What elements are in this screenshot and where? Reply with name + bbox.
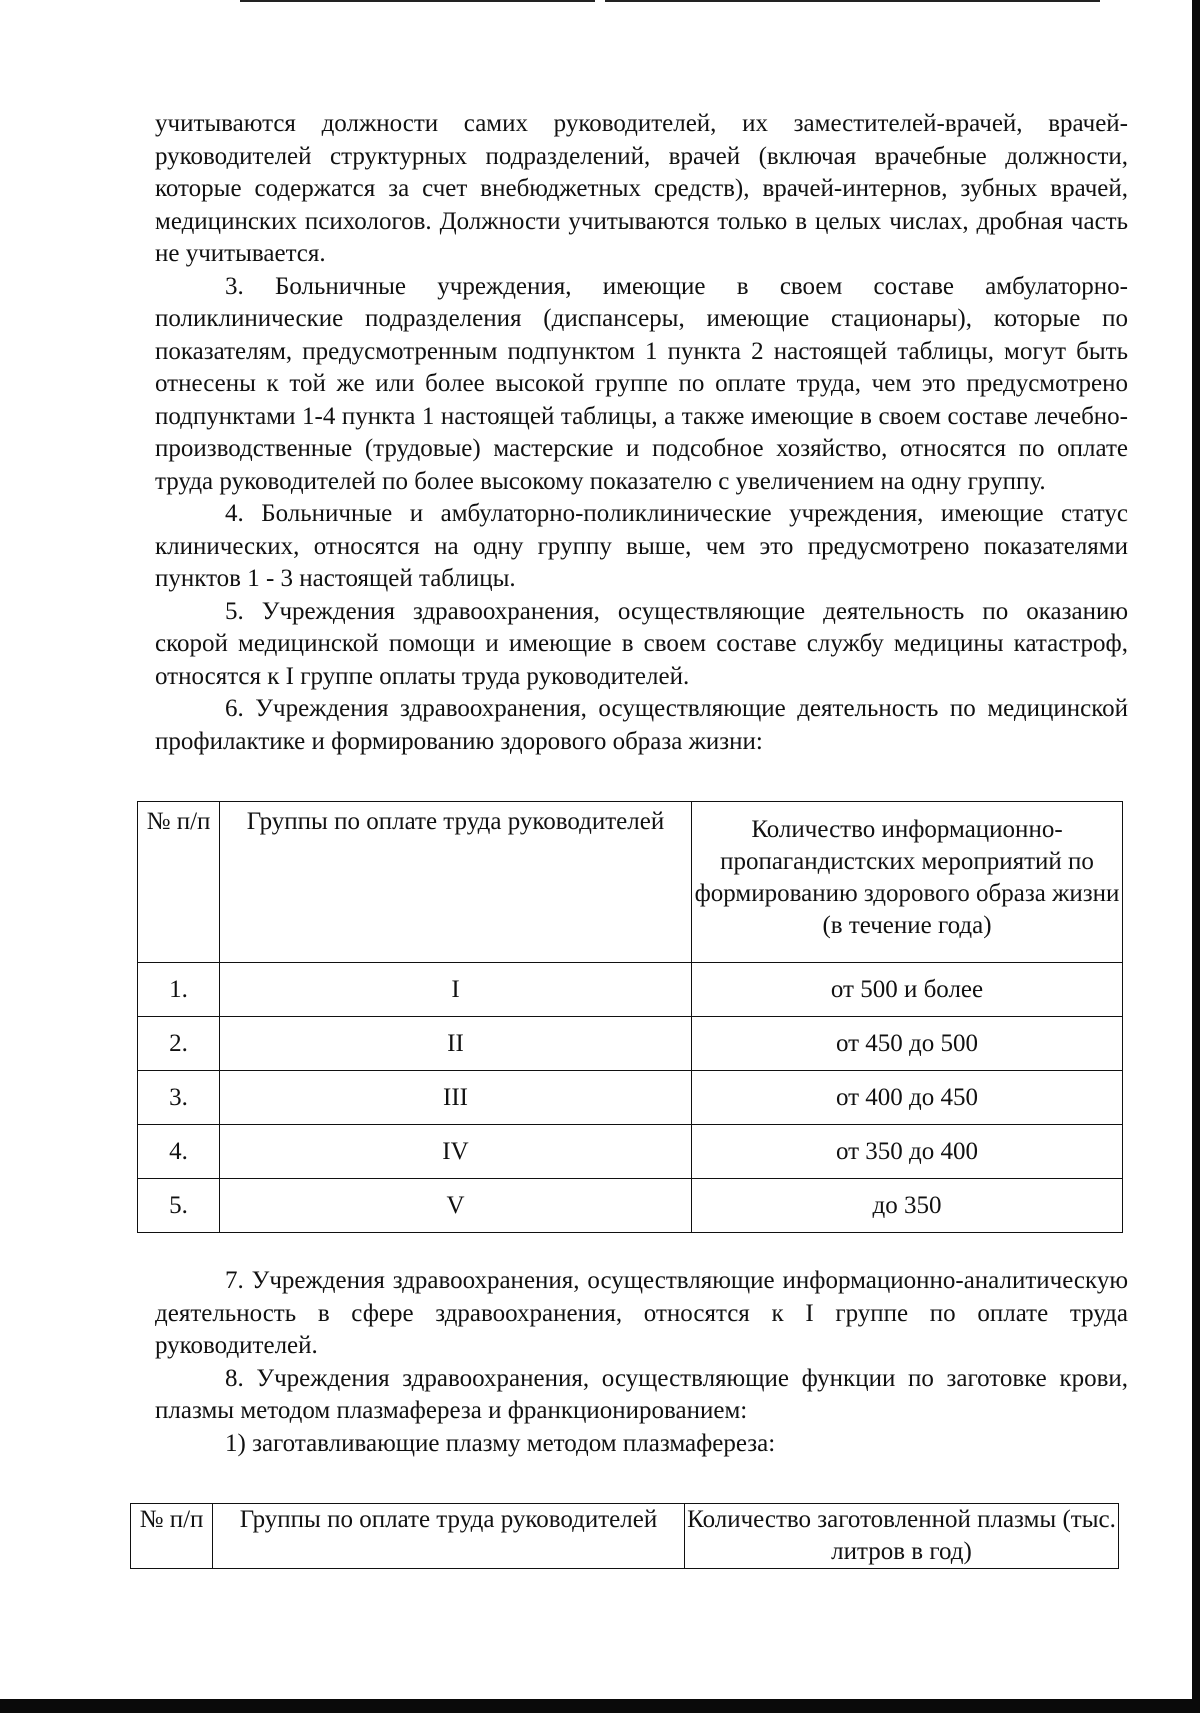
paragraph-7: 7. Учреждения здравоохранения, осуществляющие информационно-аналитическую деятельность в сфере здравоохранения, относятся к I группе по оплате труда руководителей.: [155, 1267, 1128, 1359]
plasma-table: [130, 1503, 1119, 1569]
row-group: III: [220, 1071, 692, 1125]
row-group: IV: [220, 1125, 692, 1179]
paragraph-3: 3. Больничные учреждения, имеющие в своем составе амбулаторно-поликлинические подразделения (диспансеры, имеющие стационары), которые по показателям, предусмотренным подпунктом 1 пункта 2 настоящей таблицы, могут быть отнесены к той же или более высокой группе по оплате труда, чем это предусмотрено подпунктами 1-4 пункта 1 настоящей таблицы, а также имеющие в своем составе лечебно-производственные (трудовые) мастерские и подсобное хозяйство, относятся по оплате труда руководителей по более высокому показателю с увеличением на одну группу.: [155, 272, 1128, 495]
row-value: от 350 до 400: [692, 1125, 1123, 1179]
scan-top-line: [240, 0, 595, 2]
row-number: 4.: [138, 1125, 220, 1179]
table-row: [138, 1125, 1123, 1179]
row-group: II: [220, 1017, 692, 1071]
header-events-count: Количество информационно-пропагандистских мероприятий по формированию здорового образа жизни (в течение года): [692, 802, 1123, 963]
table-row: [138, 1017, 1123, 1071]
scan-top-line: [605, 0, 1100, 2]
paragraph-8: 8. Учреждения здравоохранения, осуществляющие функции по заготовке крови, плазмы методом плазмафереза и франкционированием:: [155, 1364, 1128, 1424]
header-plasma-amount: Количество заготовленной плазмы (тыс. литров в год): [685, 1504, 1119, 1569]
table-header-row: [131, 1504, 1119, 1569]
table-row: [138, 1071, 1123, 1125]
table-row: [138, 1179, 1123, 1233]
header-groups: Группы по оплате труда руководителей: [213, 1504, 685, 1569]
scan-right-border: [1192, 0, 1200, 1713]
table-row: [138, 963, 1123, 1017]
header-number: № п/п: [131, 1504, 213, 1569]
header-number: № п/п: [138, 802, 220, 963]
paragraph-6: 6. Учреждения здравоохранения, осуществляющие деятельность по медицинской профилактике и формированию здорового образа жизни:: [155, 695, 1128, 755]
row-value: от 450 до 500: [692, 1017, 1123, 1071]
row-number: 3.: [138, 1071, 220, 1125]
scan-bottom-border: [0, 1699, 1200, 1713]
row-group: V: [220, 1179, 692, 1233]
document-page: [139, 108, 1128, 1569]
row-number: 5.: [138, 1179, 220, 1233]
paragraph-8-1: 1) заготавливающие плазму методом плазмафереза:: [225, 1429, 776, 1457]
paragraph-5: 5. Учреждения здравоохранения, осуществляющие деятельность по оказанию скорой медицинской помощи и имеющие в своем составе службу медицины катастроф, относятся к I группе оплаты труда руководителей.: [155, 597, 1128, 690]
row-value: от 400 до 450: [692, 1071, 1123, 1125]
row-value: от 500 и более: [692, 963, 1123, 1017]
paragraph-intro: учитываются должности самих руководителей, их заместителей-врачей, врачей-руководителей структурных подразделений, врачей (включая врачебные должности, которые содержатся за счет внебюджетных средств), врачей-интернов, зубных врачей, медицинских психологов. Должности учитываются только в целых числах, дробная часть не учитывается.: [155, 110, 1128, 267]
table-header-row: [138, 802, 1123, 963]
paragraph-4: 4. Больничные и амбулаторно-поликлинические учреждения, имеющие статус клинических, относятся на одну группу выше, чем это предусмотрено показателями пунктов 1 - 3 настоящей таблицы.: [155, 500, 1128, 592]
row-number: 2.: [138, 1017, 220, 1071]
header-groups: Группы по оплате труда руководителей: [220, 802, 692, 963]
groups-events-table: [137, 801, 1123, 1233]
row-value: до 350: [692, 1179, 1123, 1233]
row-group: I: [220, 963, 692, 1017]
row-number: 1.: [138, 963, 220, 1017]
